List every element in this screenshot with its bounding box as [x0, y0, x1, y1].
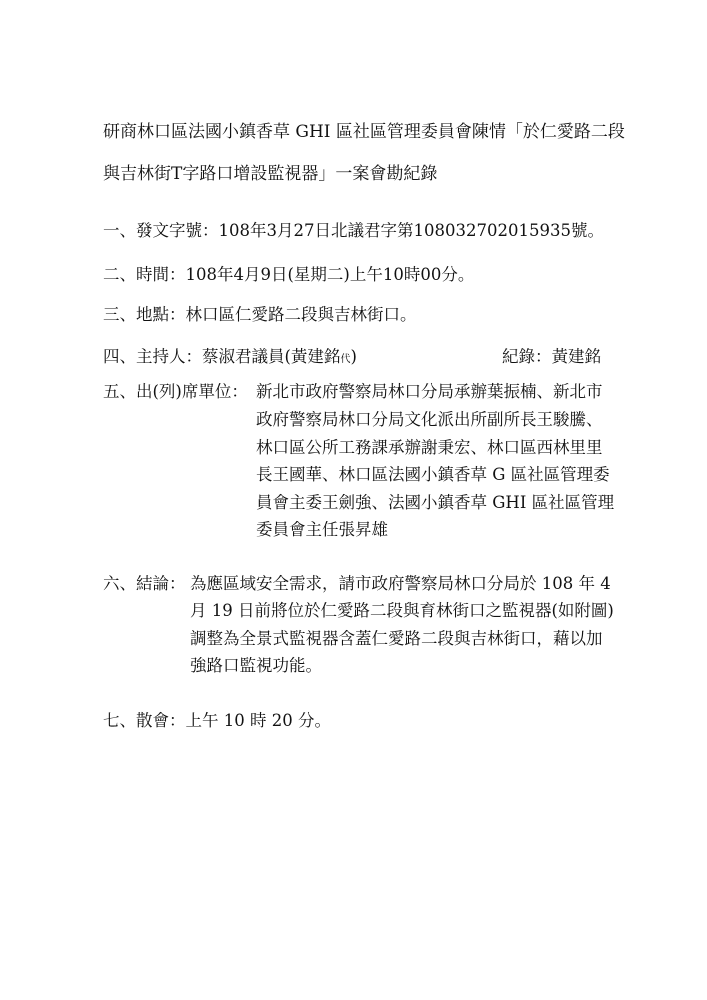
item-recorder: 紀錄：黃建銘 — [502, 347, 601, 366]
attendees-line: 林口區公所工務課承辦謝秉宏、林口區西林里里 — [256, 438, 603, 457]
conclusion-line: 月 19 日前將位於仁愛路二段與育林街口之監視器(如附圖) — [190, 601, 614, 620]
item-time: 二、時間：108年4月9日(星期二)上午10時00分。 — [103, 265, 475, 284]
item-host — [103, 346, 357, 371]
conclusion-line: 為應區域安全需求，請市政府警察局林口分局於 108 年 4 — [190, 574, 611, 593]
attendees-line: 員會主委王劍強、法國小鎮香草 GHI 區社區管理 — [256, 493, 615, 512]
conclusion-label: 六、結論： — [103, 574, 186, 593]
host-close: ) — [350, 347, 357, 366]
item-adjourn: 七、散會：上午 10 時 20 分。 — [103, 711, 331, 730]
attendees-line: 長王國華、林口區法國小鎮香草 G 區社區管理委 — [256, 465, 610, 484]
conclusion-line: 調整為全景式監視器含蓋仁愛路二段與吉林街口，藉以加 — [190, 629, 603, 648]
item-place: 三、地點：林口區仁愛路二段與吉林街口。 — [103, 305, 417, 324]
attendees-line: 新北市政府警察局林口分局承辦葉振楠、新北市 — [256, 382, 603, 401]
item-document-number: 一、發文字號：108年3月27日北議君字第108032702015935號。 — [103, 221, 604, 240]
document-title-line-2: 與吉林街T字路口增設監視器」一案會勘紀錄 — [103, 164, 438, 184]
document-title-line-1: 研商林口區法國小鎮香草 GHI 區社區管理委員會陳情「於仁愛路二段 — [103, 122, 625, 142]
attendees-line: 委員會主任張昇雄 — [256, 520, 388, 539]
attendees-line: 政府警察局林口分局文化派出所副所長王駿騰、 — [256, 410, 603, 429]
host-proxy-mark: 代 — [340, 354, 351, 365]
host-text: 四、主持人：蔡淑君議員(黃建銘 — [103, 347, 341, 366]
conclusion-line: 強路口監視功能。 — [190, 656, 322, 675]
attendees-label: 五、出(列)席單位： — [103, 382, 248, 401]
